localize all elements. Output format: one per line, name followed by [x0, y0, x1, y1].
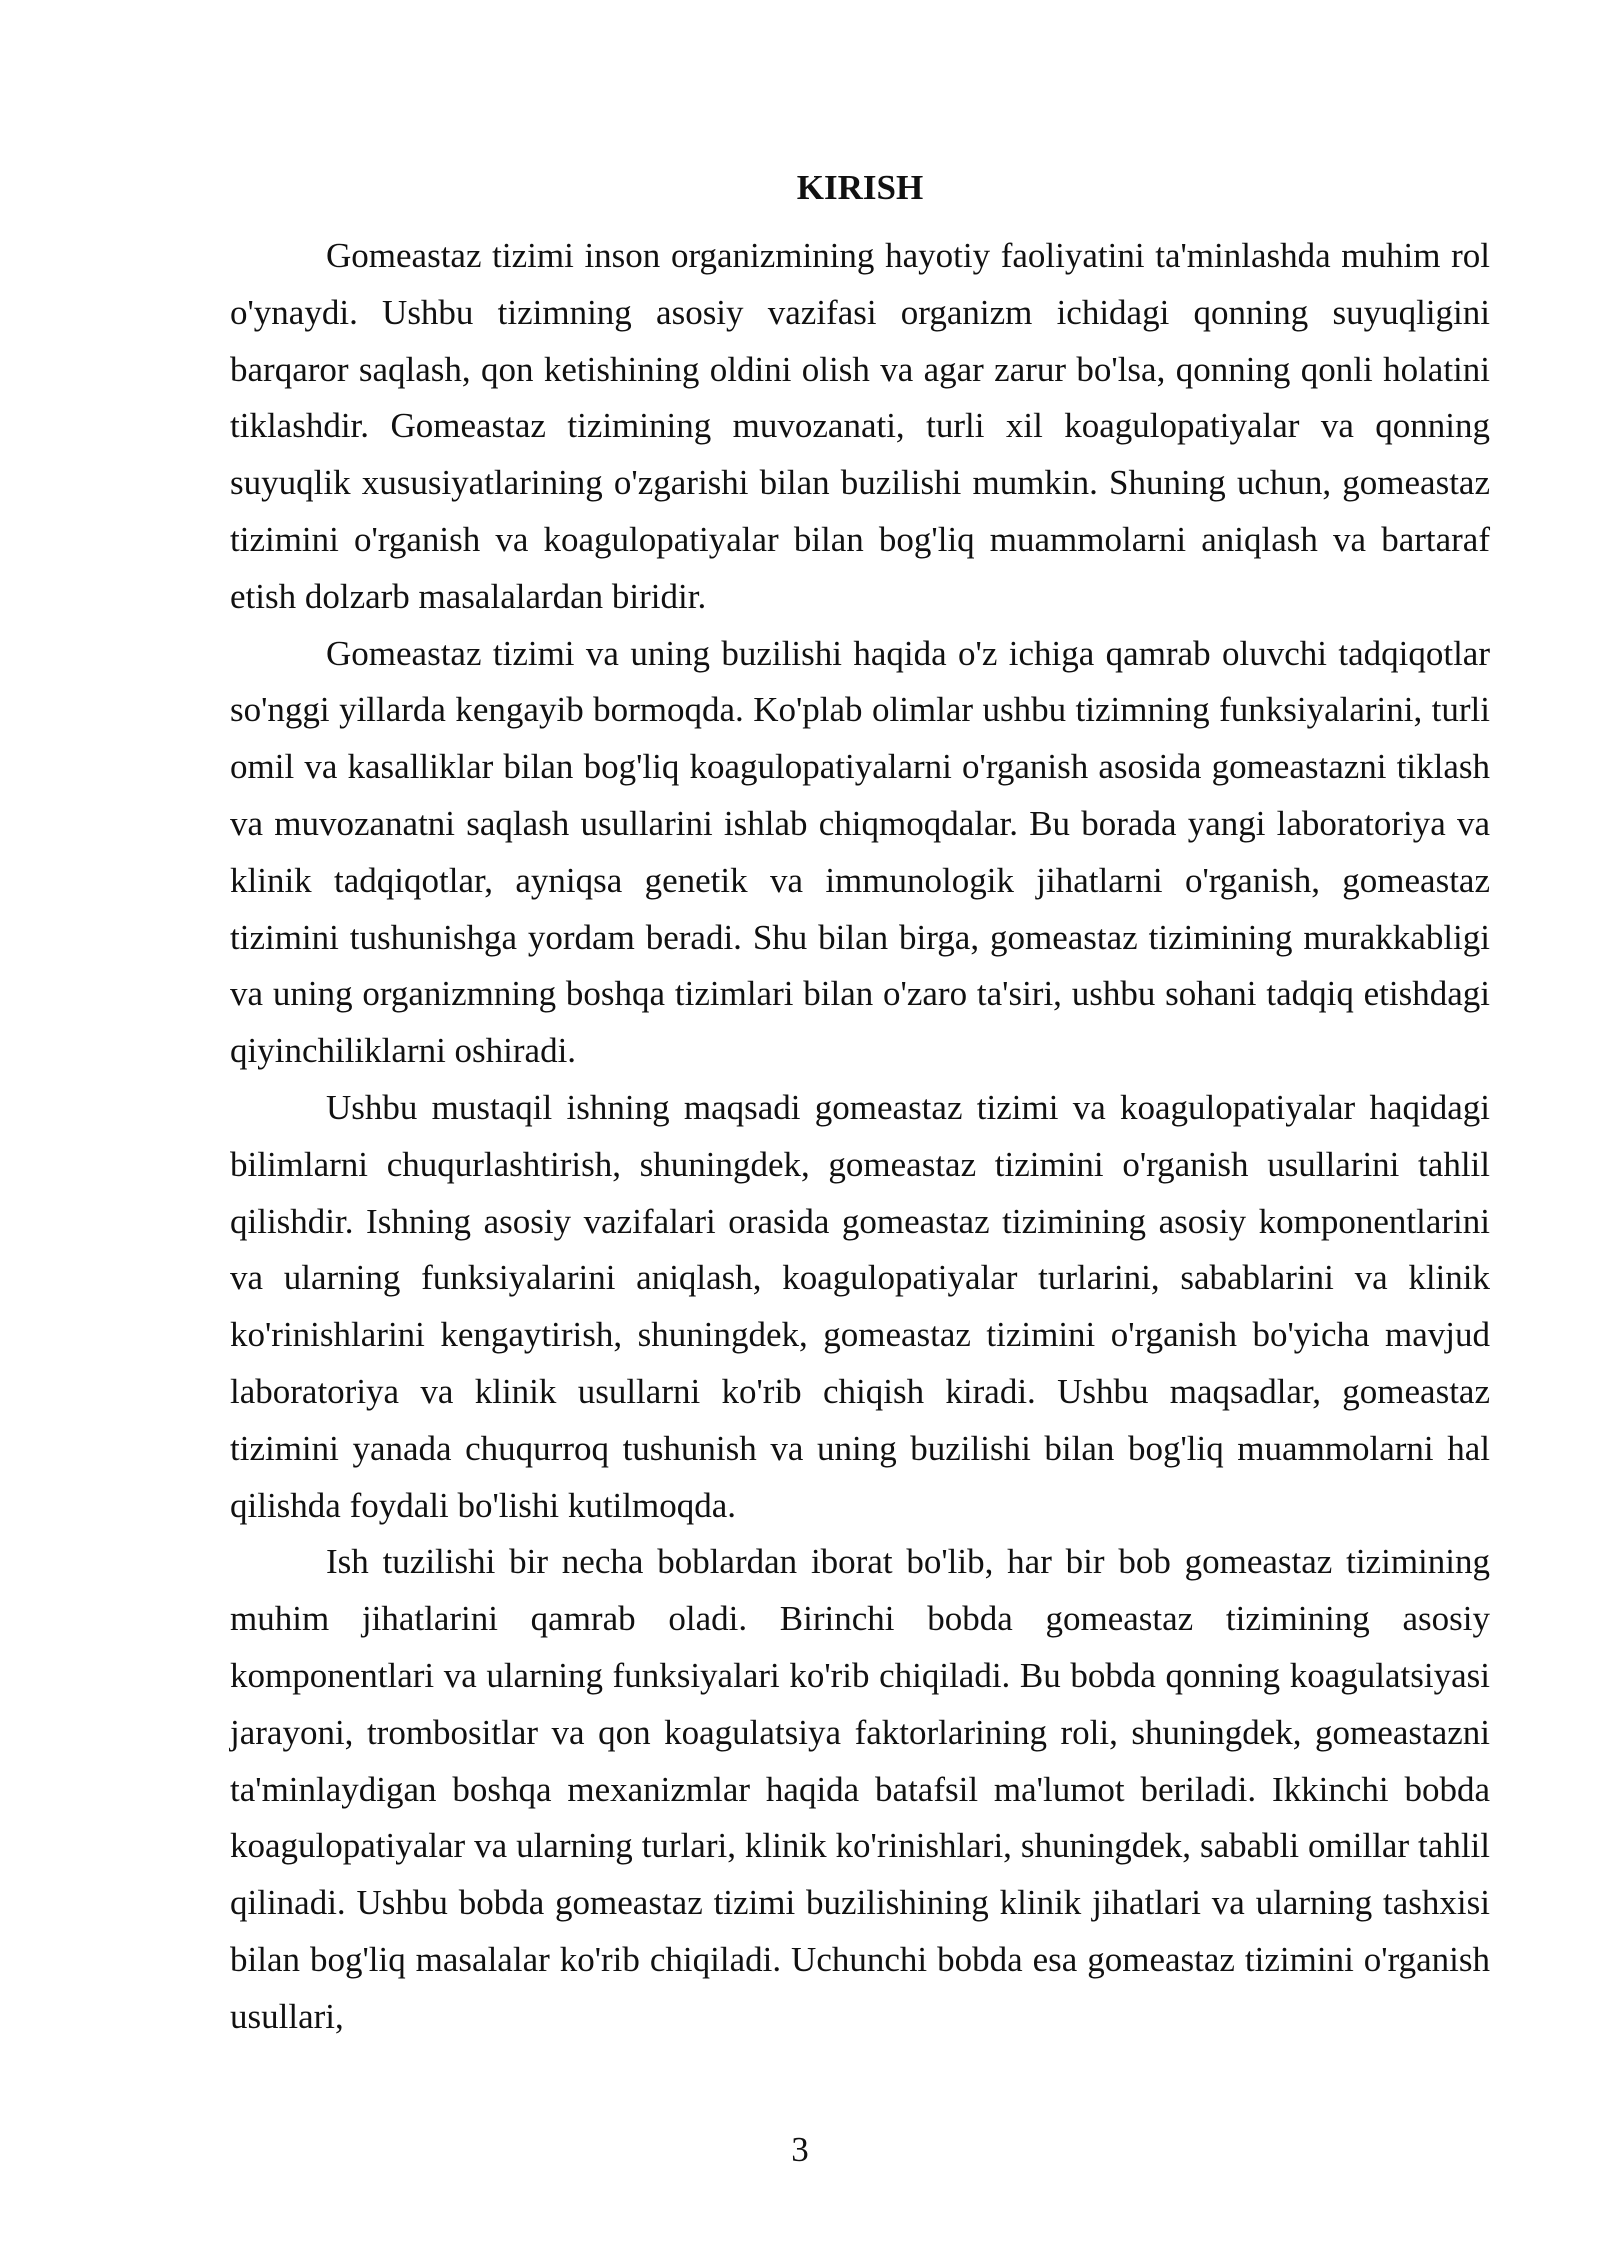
paragraph-2: Gomeastaz tizimi va uning buzilishi haqida o'z ichiga qamrab oluvchi tadqiqotlar so'nggi yillarda kengayib bormoqda. Ko'plab olimlar ushbu tizimning funksiyalarini, turli omil va kasalliklar bilan bog'liq koagulopatiyalarni o'rganish asosida gomeastazni tiklash va muvozanatni saqlash usullarini ishlab chiqmoqdalar. Bu borada yangi laboratoriya va klinik tadqiqotlar, ayniqsa genetik va immunologik jihatlarni o'rganish, gomeastaz tizimini tushunishga yordam beradi. Shu bilan birga, gomeastaz tizimining murakkabligi va uning organizmning boshqa tizimlari bilan o'zaro ta'siri, ushbu sohani tadqiq etishdagi qiyinchiliklarni oshiradi.: [230, 633, 1490, 1071]
paragraph-4: Ish tuzilishi bir necha boblardan iborat bo'lib, har bir bob gomeastaz tizimining muhim jihatlarini qamrab oladi. Birinchi bobda gomeastaz tizimining asosiy komponentlari va ularning funksiyalari ko'rib chiqiladi. Bu bobda qonning koagulatsiyasi jarayoni, trombositlar va qon koagulatsiya faktorlarining roli, shuningdek, gomeastazni ta'minlaydigan boshqa mexanizmlar haqida batafsil ma'lumot beriladi. Ikkinchi bobda koagulopatiyalar va ularning turlari, klinik ko'rinishlari, shuningdek, sababli omillar tahlil qilinadi. Ushbu bobda gomeastaz tizimi buzilishining klinik jihatlari va ularning tashxisi bilan bog'liq masalalar ko'rib chiqiladi. Uchunchi bobda esa gomeastaz tizimini o'rganish usullari,: [230, 1542, 1490, 2036]
paragraph-1: Gomeastaz tizimi inson organizmining hayotiy faoliyatini ta'minlashda muhim rol o'ynaydi. Ushbu tizimning asosiy vazifasi organizm ichidagi qonning suyuqligini barqaror saqlash, qon ketishining oldini olish va agar zarur bo'lsa, qonning qonli holatini tiklashdir. Gomeastaz tizimining muvozanati, turli xil koagulopatiyalar va qonning suyuqlik xususiyatlarining o'zgarishi bilan buzilishi mumkin. Shuning uchun, gomeastaz tizimini o'rganish va koagulopatiyalar bilan bog'liq muammolarni aniqlash va bartaraf etish dolzarb masalalardan biridir.: [230, 236, 1490, 616]
section-heading: KIRISH: [796, 168, 924, 207]
page-number: 3: [791, 2130, 809, 2169]
paragraph-3: Ushbu mustaqil ishning maqsadi gomeastaz tizimi va koagulopatiyalar haqidagi bilimlarni chuqurlashtirish, shuningdek, gomeastaz tizimini o'rganish usullarini tahlil qilishdir. Ishning asosiy vazifalari orasida gomeastaz tizimining asosiy komponentlarini va ularning funksiyalarini aniqlash, koagulopatiyalar turlarini, sabablarini va klinik ko'rinishlarini kengaytirish, shuningdek, gomeastaz tizimini o'rganish bo'yicha mavjud laboratoriya va klinik usullarni ko'rib chiqish kiradi. Ushbu maqsadlar, gomeastaz tizimini yanada chuqurroq tushunish va uning buzilishi bilan bog'liq muammolarni hal qilishda foydali bo'lishi kutilmoqda.: [230, 1087, 1490, 1525]
document-body: [230, 160, 1490, 2046]
